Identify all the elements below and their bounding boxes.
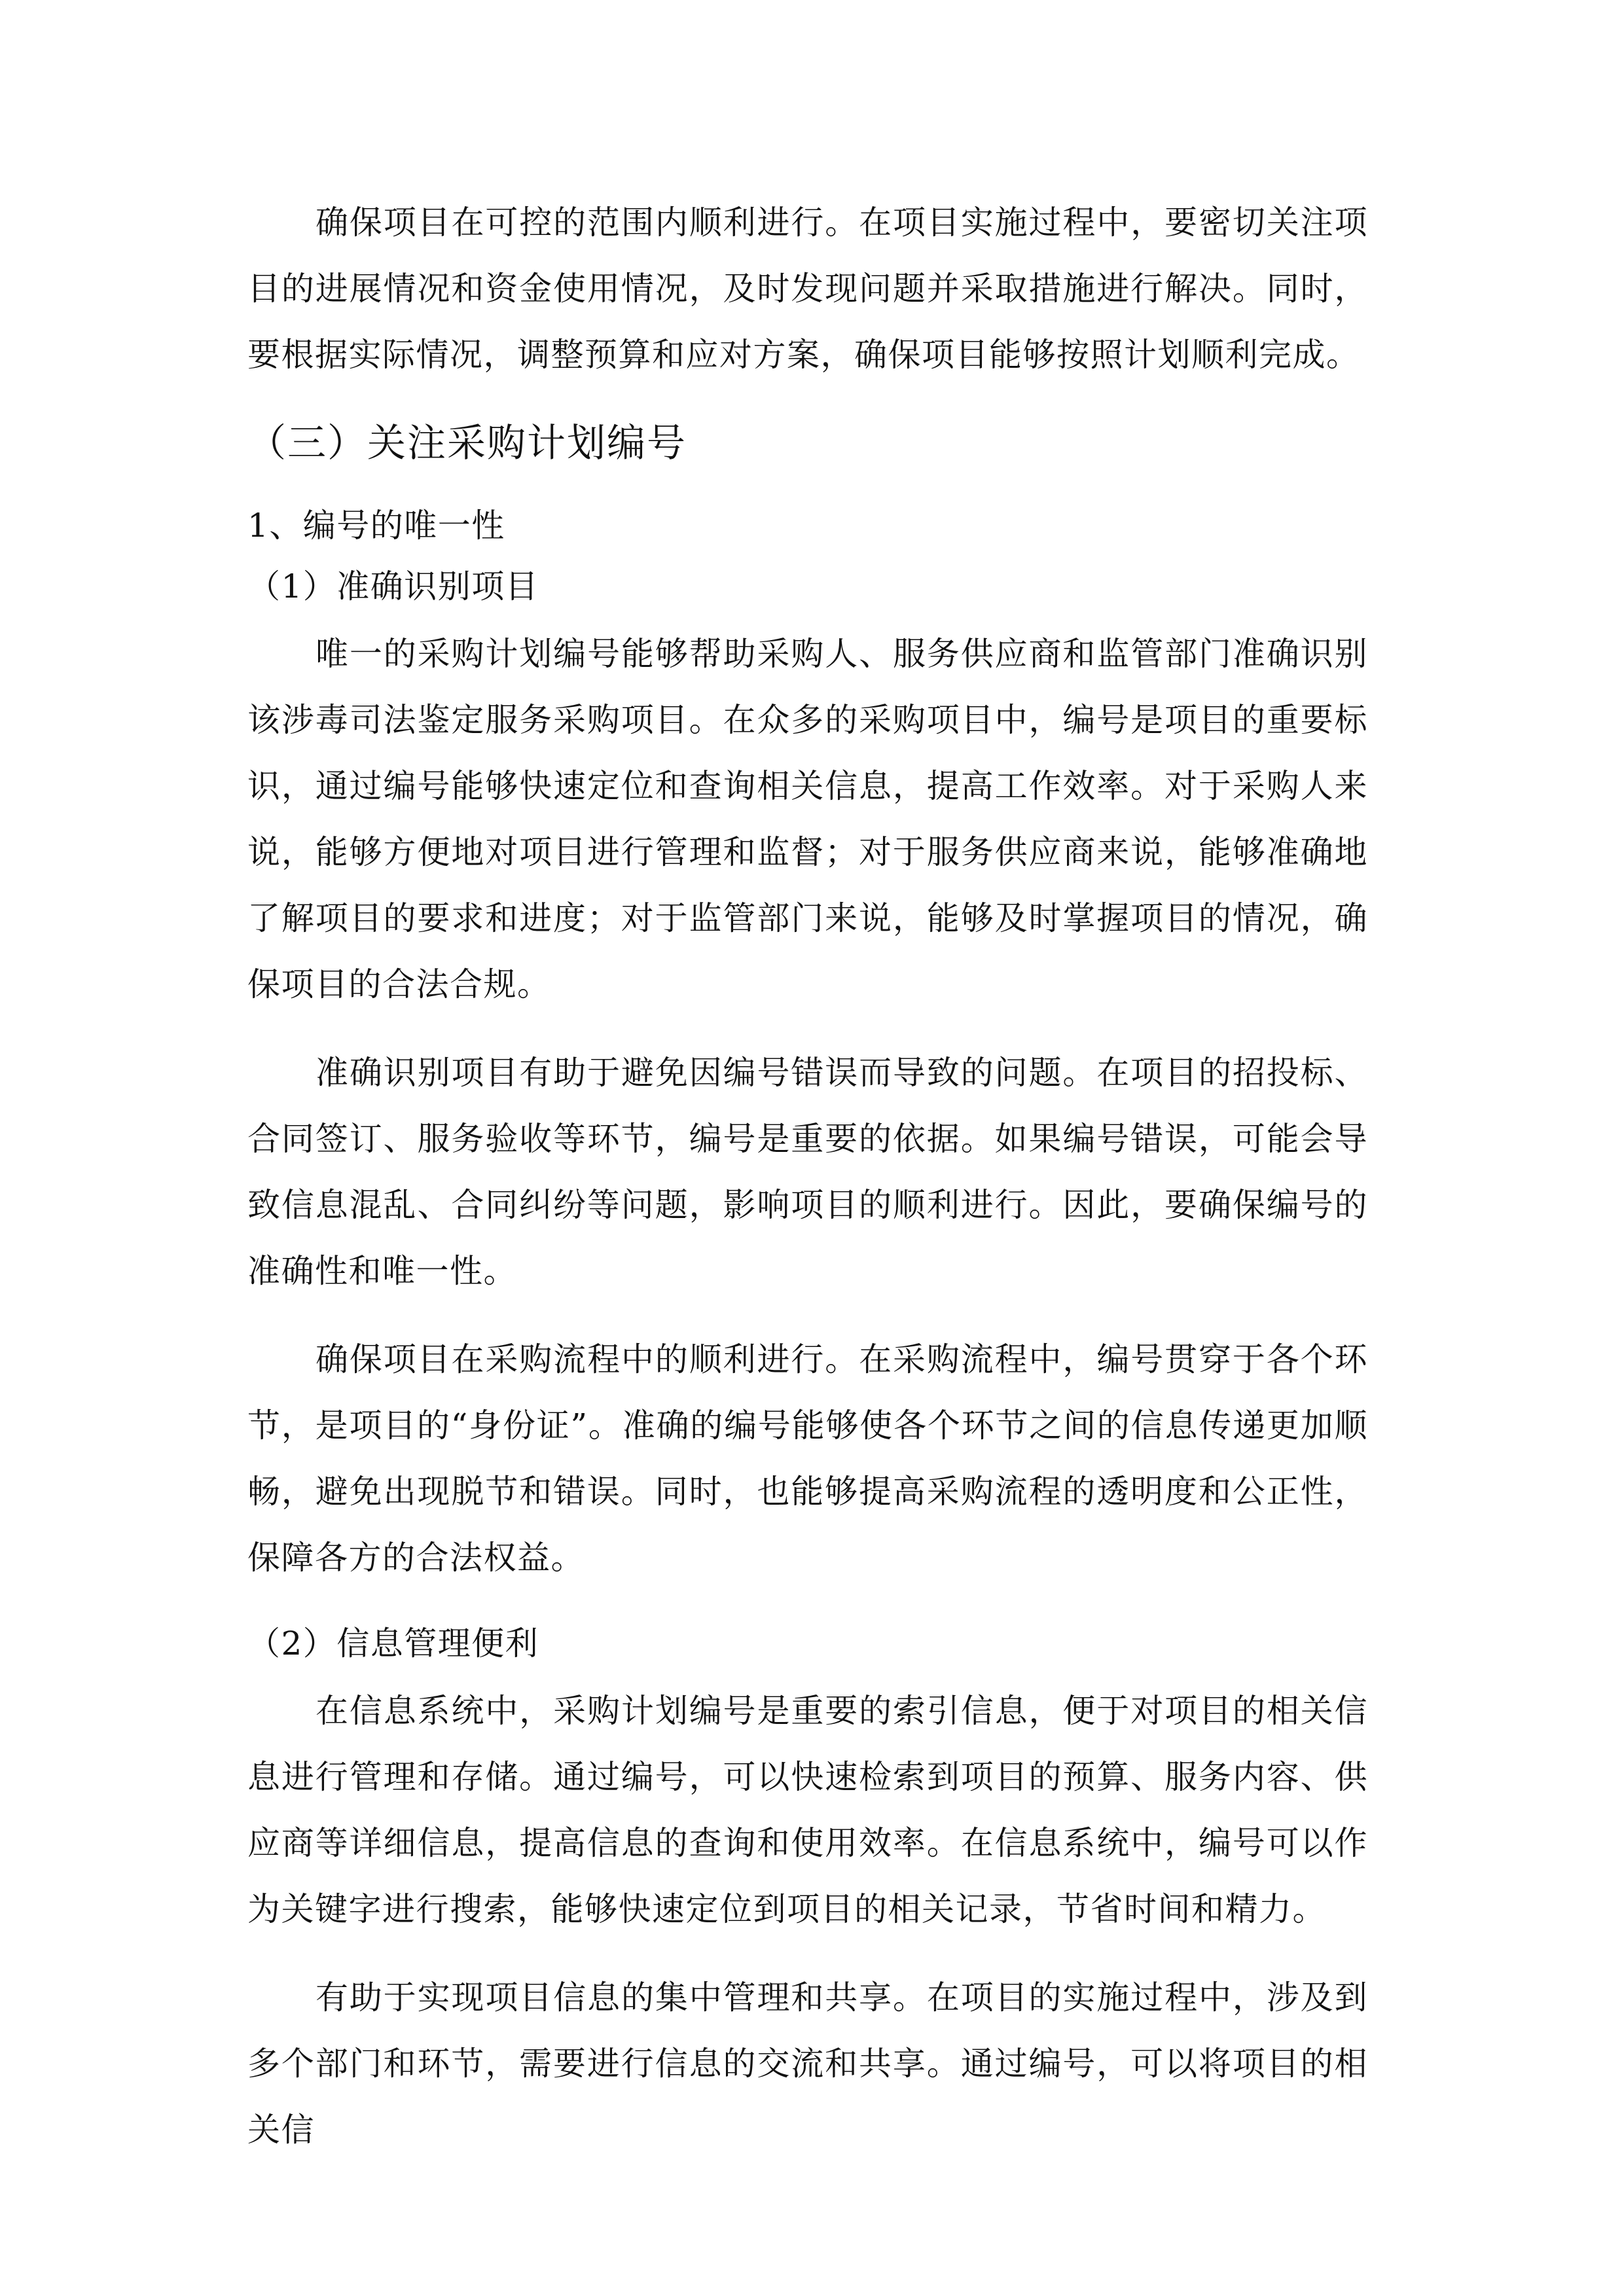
subheading-identify-project: （1）准确识别项目	[247, 567, 539, 605]
paragraph: 唯一的采购计划编号能够帮助采购人、服务供应商和监管部门准确识别该涉毒司法鉴定服务采购项目。在众多的采购项目中，编号是项目的重要标识，通过编号能够快速定位和查询相关信息，提高工作效率。对于采购人来说，能够方便地对项目进行管理和监督；对于服务供应商来说，能够准确地了解项目的要求和进度；对于监管部门来说，能够及时掌握项目的情况，确保项目的合法合规。	[247, 635, 1368, 1003]
section-title: （三）关注采购计划编号	[247, 420, 687, 465]
heading-uniqueness: 1、编号的唯一性	[247, 507, 505, 545]
paragraph: 确保项目在采购流程中的顺利进行。在采购流程中，编号贯穿于各个环节，是项目的“身份证”。准确的编号能够使各个环节之间的信息传递更加顺畅，避免出现脱节和错误。同时，也能够提高采购流程的透明度和公正性，保障各方的合法权益。	[247, 1340, 1368, 1577]
paragraph: 有助于实现项目信息的集中管理和共享。在项目的实施过程中，涉及到多个部门和环节，需要进行信息的交流和共享。通过编号，可以将项目的相关信	[247, 1979, 1368, 2149]
document-body	[247, 190, 1368, 2185]
subheading-information-management: （2）信息管理便利	[247, 1624, 539, 1662]
paragraph: 准确识别项目有助于避免因编号错误而导致的问题。在项目的招投标、合同签订、服务验收等环节，编号是重要的依据。如果编号错误，可能会导致信息混乱、合同纠纷等问题，影响项目的顺利进行。因此，要确保编号的准确性和唯一性。	[247, 1054, 1368, 1290]
paragraph: 确保项目在可控的范围内顺利进行。在项目实施过程中，要密切关注项目的进展情况和资金使用情况，及时发现问题并采取措施进行解决。同时，要根据实际情况，调整预算和应对方案，确保项目能够按照计划顺利完成。	[247, 204, 1368, 374]
paragraph: 在信息系统中，采购计划编号是重要的索引信息，便于对项目的相关信息进行管理和存储。通过编号，可以快速检索到项目的预算、服务内容、供应商等详细信息，提高信息的查询和使用效率。在信息系统中，编号可以作为关键字进行搜索，能够快速定位到项目的相关记录，节省时间和精力。	[247, 1692, 1368, 1928]
